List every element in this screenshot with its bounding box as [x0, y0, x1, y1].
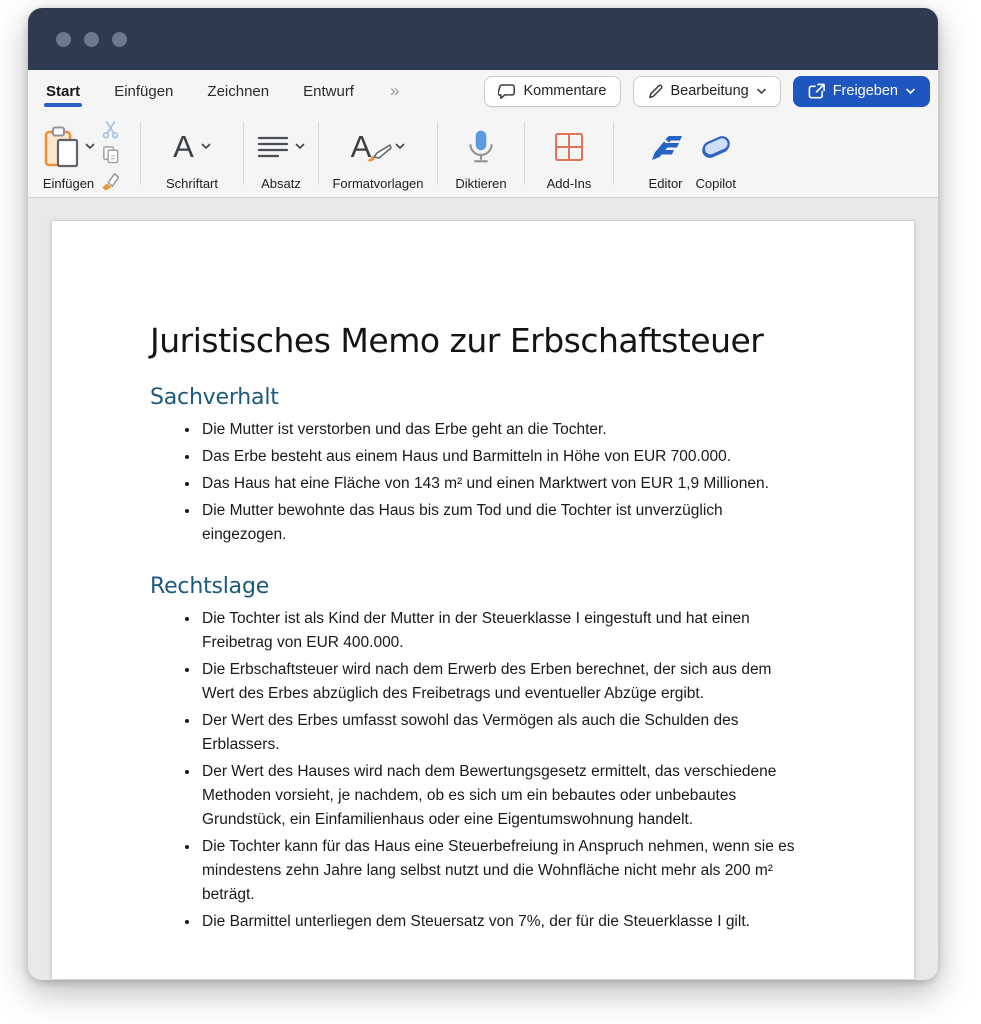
section-heading-rechtslage: Rechtslage	[150, 574, 270, 599]
ribbon-separator	[437, 122, 438, 185]
document-content	[52, 221, 914, 977]
chevron-down-icon	[756, 88, 767, 95]
chevron-down-icon	[85, 143, 95, 150]
styles-brush-icon	[363, 143, 393, 163]
cut-scissors-icon[interactable]	[101, 120, 120, 139]
styles-letter-icon: A	[350, 129, 372, 164]
clipboard-mini-buttons	[99, 119, 121, 191]
chevron-down-icon	[395, 143, 405, 150]
ribbon-group-paste	[42, 119, 134, 191]
document-title: Juristisches Memo zur Erbschaftsteuer	[150, 321, 764, 360]
paragraph-lines-icon	[257, 135, 289, 159]
tab-entwurf[interactable]: Entwurf	[303, 82, 354, 100]
word-window	[28, 8, 938, 980]
list-item: • Die Tochter ist als Kind der Mutter in der Steuerklasse I eingestuft und hat einen Freibetrag von EUR 400.000.	[200, 607, 802, 655]
window-control-zoom[interactable]	[112, 32, 127, 47]
copy-icon[interactable]	[101, 145, 120, 164]
ribbon-separator	[140, 122, 141, 185]
section-heading-sachverhalt: Sachverhalt	[150, 385, 279, 410]
ribbon-separator	[524, 122, 525, 185]
format-painter-icon[interactable]	[99, 170, 121, 191]
list-item: • Der Wert des Hauses wird nach dem Bewertungsgesetz ermittelt, das verschiedene Methoden vorsieht, je nachdem, ob es sich um ein bebautes oder unbebautes Grundstück, ein Einfamilienhaus oder eine Eigentumswohnung handelt.	[200, 760, 802, 832]
ribbon-separator	[243, 122, 244, 185]
list-item: • Die Erbschaftsteuer wird nach dem Erwerb des Erben berechnet, der sich aus dem Wert des Erbes abzüglich des Freibetrags und eventueller Abzüge ergibt.	[200, 658, 802, 706]
paste-clipboard-icon	[42, 125, 82, 169]
pencil-icon	[647, 83, 664, 100]
ribbon-group-label-font: Schriftart	[165, 176, 218, 191]
ribbon-group-label-paste: Einfügen	[42, 176, 95, 191]
tab-einfuegen[interactable]: Einfügen	[114, 82, 174, 100]
window-titlebar	[28, 8, 938, 70]
chevron-down-icon	[295, 143, 305, 150]
editing-mode-button[interactable]	[633, 76, 781, 107]
document-page[interactable]	[51, 220, 915, 980]
editing-mode-label: Bearbeitung	[670, 83, 749, 99]
list-item: • Das Erbe besteht aus einem Haus und Barmitteln in Höhe von EUR 700.000.	[200, 445, 802, 469]
comments-button[interactable]	[484, 76, 620, 107]
ribbon-group-editor-copilot	[620, 119, 736, 191]
list-item: • Das Haus hat eine Fläche von 143 m² und einen Marktwert von EUR 1,9 Millionen.	[200, 472, 802, 496]
comments-button-label: Kommentare	[523, 83, 607, 99]
ribbon-separator	[318, 122, 319, 185]
ribbon-separator	[613, 122, 614, 185]
copilot-button[interactable]	[696, 119, 736, 191]
tab-start[interactable]: Start	[44, 73, 82, 110]
list-item: • Die Barmittel unterliegen dem Steuersatz von 7%, der für die Steuerklasse I gilt.	[200, 910, 802, 934]
comment-bubble-icon	[498, 83, 516, 100]
ribbon-group-styles[interactable]	[325, 119, 431, 191]
list-item: • Der Wert des Erbes umfasst sowohl das Vermögen als auch die Schulden des Erblassers.	[200, 709, 802, 757]
window-control-minimize[interactable]	[84, 32, 99, 47]
list-item: • Die Mutter ist verstorben und das Erbe geht an die Tochter.	[200, 418, 802, 442]
font-letter-icon: A	[173, 129, 194, 164]
microphone-icon	[466, 129, 496, 165]
document-workspace	[28, 198, 938, 980]
window-control-close[interactable]	[56, 32, 71, 47]
tab-zeichnen[interactable]: Zeichnen	[207, 82, 270, 100]
addins-grid-icon	[553, 131, 585, 163]
dictate-button[interactable]	[444, 119, 518, 191]
ribbon-tabs	[44, 73, 397, 110]
tabs-overflow-chevron-icon[interactable]: »	[389, 81, 398, 100]
ribbon-group-font[interactable]	[147, 119, 237, 191]
ribbon-actions	[484, 76, 930, 107]
ribbon-group-label-editor: Editor	[648, 176, 683, 191]
chevron-down-icon	[905, 88, 916, 95]
ribbon-group-label-paragraph: Absatz	[261, 176, 301, 191]
bullet-list-sachverhalt	[150, 418, 802, 547]
ribbon	[28, 112, 938, 198]
chevron-down-icon	[201, 143, 211, 150]
bullet-list-rechtslage	[150, 607, 802, 934]
share-icon	[807, 83, 826, 100]
ribbon-group-label-addins: Add-Ins	[546, 176, 592, 191]
share-button-label: Freigeben	[832, 83, 898, 99]
window-controls	[56, 32, 127, 47]
share-button[interactable]	[793, 76, 930, 107]
list-item: • Die Mutter bewohnte das Haus bis zum Tod und die Tochter ist unverzüglich eingezogen.	[200, 499, 802, 547]
list-item: • Die Tochter kann für das Haus eine Steuerbefreiung in Anspruch nehmen, wenn sie es mindestens zehn Jahre lang selbst nutzt und die Wohnfläche nicht mehr als 200 m² beträgt.	[200, 835, 802, 907]
ribbon-group-label-styles: Formatvorlagen	[332, 176, 424, 191]
ribbon-group-paragraph[interactable]	[250, 119, 312, 191]
editor-button[interactable]	[648, 119, 684, 191]
paste-button[interactable]	[42, 119, 95, 191]
ribbon-group-label-dictate: Diktieren	[455, 176, 507, 191]
editor-pencil-icon	[648, 131, 684, 163]
ribbon-group-label-copilot: Copilot	[695, 176, 736, 191]
copilot-icon	[697, 131, 735, 163]
ribbon-tabbar	[28, 70, 938, 112]
addins-button[interactable]	[531, 119, 607, 191]
